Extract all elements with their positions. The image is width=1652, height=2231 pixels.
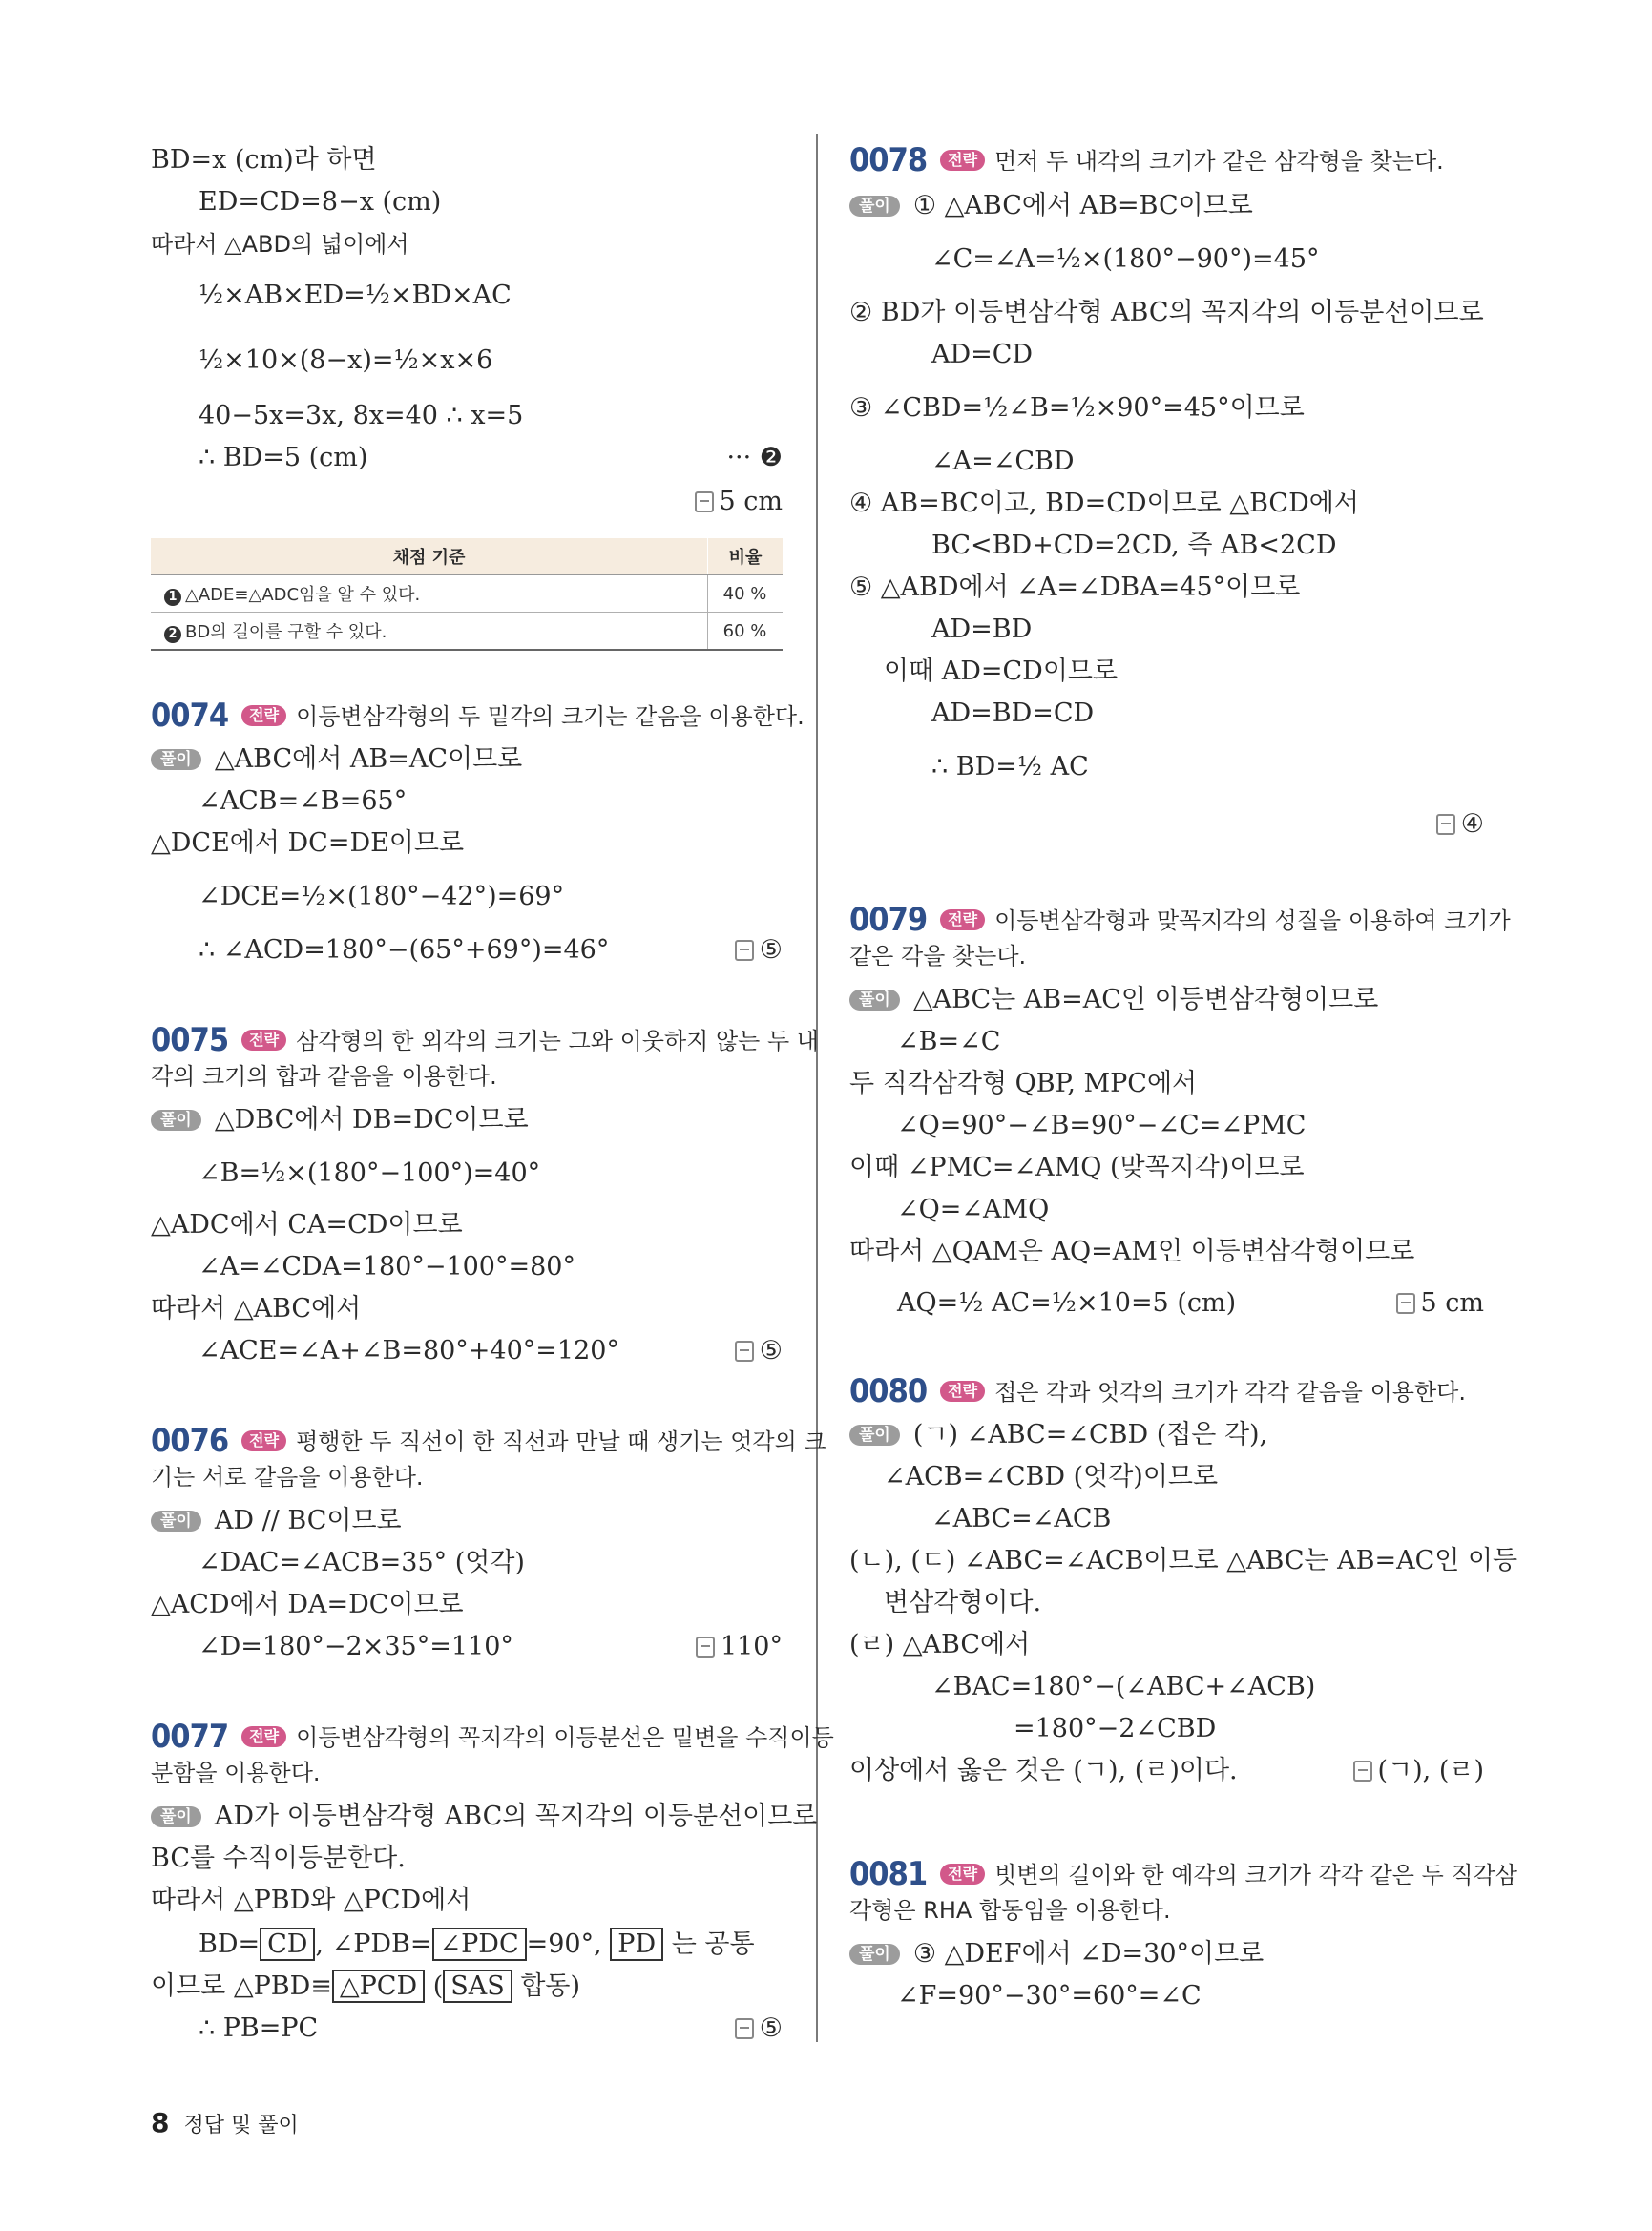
text-line: 40−5x=3x, 8x=40 ∴ x=5 <box>199 401 524 430</box>
answer-value: 110° <box>720 1632 783 1661</box>
answer-icon <box>1436 814 1455 835</box>
text-part: 합동) <box>512 1971 581 2001</box>
text-line: ∠A=∠CDA=180°−100°=80° <box>199 1252 575 1282</box>
text-part: =90°, <box>526 1929 611 1959</box>
solution-badge: 풀이 <box>151 1806 201 1827</box>
strategy-badge: 전략 <box>241 705 286 726</box>
blank-box: CD <box>260 1928 315 1961</box>
text-line: AD=CD <box>931 340 1034 369</box>
page-number: 8 <box>151 2107 170 2138</box>
answer <box>696 1628 783 1666</box>
problem-0080-header <box>849 1372 1466 1411</box>
answer <box>1353 1752 1484 1790</box>
text-line: ∴ BD=5 (cm) <box>199 443 368 472</box>
text-line: ∴ ∠ACD=180°−(65°+69°)=46° <box>199 935 610 965</box>
scoring-table <box>151 538 783 651</box>
answer-value: 5 cm <box>1420 1288 1484 1318</box>
strategy-badge: 전략 <box>241 1030 286 1051</box>
text-line: ∠Q=∠AMQ <box>897 1195 1050 1224</box>
text-part: 이므로 △PBD≡ <box>151 1971 332 2001</box>
text-line: AQ=½ AC=½×10=5 (cm) <box>897 1288 1237 1318</box>
strategy-badge: 전략 <box>241 1726 286 1747</box>
text-line: ∠ACE=∠A+∠B=80°+40°=120° <box>199 1336 619 1366</box>
strategy-text: 같은 각을 찾는다. <box>849 943 1027 970</box>
text-part: BD= <box>199 1929 261 1959</box>
text-line: ⑤ △ABD에서 ∠A=∠DBA=45°이므로 <box>849 573 1301 602</box>
solution-line <box>151 1502 402 1540</box>
strategy-text: 빗변의 길이와 한 예각의 크기가 각각 같은 두 직각삼 <box>994 1862 1517 1888</box>
text-part: ( <box>425 1971 444 2001</box>
text-line: AD=BD <box>931 615 1033 644</box>
problem-0076-header <box>151 1422 826 1461</box>
blank-box: SAS <box>443 1970 512 2003</box>
text-line: ∠ACB=∠B=65° <box>199 786 408 816</box>
text-line: 이때 AD=CD이므로 <box>884 657 1119 686</box>
table-header: 비율 <box>708 538 784 575</box>
strategy-badge: 전략 <box>940 1864 985 1885</box>
answer <box>735 2010 783 2048</box>
blank-box: △PCD <box>332 1970 425 2003</box>
strategy-text: 이등변삼각형과 맞꼭지각의 성질을 이용하여 크기가 <box>994 907 1511 934</box>
text-line: 따라서 △PBD와 △PCD에서 <box>151 1886 471 1915</box>
strategy-text: 이등변삼각형의 두 밑각의 크기는 같음을 이용한다. <box>296 703 805 730</box>
text-line: △ABC에서 AB=AC이므로 <box>214 744 523 774</box>
problem-0074-header <box>151 697 805 736</box>
table-cell: BD의 길이를 구할 수 있다. <box>185 622 387 642</box>
answer <box>695 483 784 521</box>
text-line: ∠BAC=180°−(∠ABC+∠ACB) <box>931 1672 1316 1701</box>
problem-number: 0077 <box>151 1718 229 1756</box>
text-part: 는 공통 <box>663 1929 755 1959</box>
text-line: ED=CD=8−x (cm) <box>199 187 442 217</box>
table-cell: 40 % <box>708 575 784 613</box>
text-line: ④ AB=BC이고, BD=CD이므로 △BCD에서 <box>849 489 1359 518</box>
problem-number: 0079 <box>849 901 928 939</box>
table-cell: 60 % <box>708 613 784 651</box>
answer-icon <box>735 1341 754 1362</box>
answer <box>735 1332 783 1370</box>
solution-line <box>151 1101 529 1139</box>
text-line: ∠Q=90°−∠B=90°−∠C=∠PMC <box>897 1111 1307 1140</box>
answer-value: ⑤ <box>759 2013 783 2043</box>
problem-number: 0076 <box>151 1422 229 1460</box>
answer-icon <box>695 491 714 512</box>
text-line: ∴ BD=½ AC <box>931 752 1089 782</box>
text-line: ∠DAC=∠ACB=35° (엇각) <box>199 1548 525 1577</box>
problem-number: 0080 <box>849 1372 928 1410</box>
text-line: AD // BC이므로 <box>214 1506 402 1535</box>
problem-number: 0078 <box>849 141 928 179</box>
solution-badge: 풀이 <box>849 1944 900 1965</box>
strategy-text: 평행한 두 직선이 한 직선과 만날 때 생기는 엇각의 크 <box>296 1428 826 1455</box>
answer-value: ⑤ <box>759 935 783 965</box>
text-line: 따라서 △QAM은 AQ=AM인 이등변삼각형이므로 <box>849 1237 1415 1266</box>
answer <box>1396 1284 1485 1323</box>
solution-line <box>151 740 522 779</box>
solution-badge: 풀이 <box>151 1110 201 1131</box>
strategy-text: 먼저 두 내각의 크기가 같은 삼각형을 찾는다. <box>994 148 1444 175</box>
text-line: ∠ABC=∠ACB <box>931 1504 1112 1533</box>
text-line: ③ △DEF에서 ∠D=30°이므로 <box>912 1939 1265 1969</box>
text-line: ∠DCE=½×(180°−42°)=69° <box>199 882 565 911</box>
step-mark: ··· ❷ <box>726 443 783 472</box>
strategy-text: 이등변삼각형의 꼭지각의 이등분선은 밑변을 수직이등 <box>296 1724 834 1751</box>
strategy-badge: 전략 <box>940 1381 985 1402</box>
text-line: AD가 이등변삼각형 ABC의 꼭지각의 이등분선이므로 <box>214 1802 818 1831</box>
page-footer <box>151 2107 299 2138</box>
problem-0081-header <box>849 1855 1517 1894</box>
text-line: ∠ACB=∠CBD (엇각)이므로 <box>884 1462 1219 1491</box>
text-part: , ∠PDB= <box>315 1929 432 1959</box>
answer-icon <box>1396 1293 1415 1314</box>
answer <box>1436 805 1484 844</box>
strategy-badge: 전략 <box>940 150 985 171</box>
problem-number: 0081 <box>849 1855 928 1893</box>
solution-badge: 풀이 <box>151 749 201 770</box>
strategy-text: 기는 서로 같음을 이용한다. <box>151 1464 424 1491</box>
text-line: 따라서 △ABD의 넓이에서 <box>151 231 409 258</box>
text-line: ∠D=180°−2×35°=110° <box>199 1632 513 1661</box>
text-line: ∠C=∠A=½×(180°−90°)=45° <box>931 244 1320 274</box>
solution-line <box>151 1798 817 1836</box>
strategy-badge: 전략 <box>241 1430 286 1451</box>
answer-value: ④ <box>1460 809 1484 839</box>
answer-icon <box>696 1637 715 1658</box>
solution-badge: 풀이 <box>849 1425 900 1446</box>
solution-badge: 풀이 <box>151 1511 201 1532</box>
strategy-text: 분함을 이용한다. <box>151 1760 321 1786</box>
answer-value: (ㄱ), (ㄹ) <box>1377 1756 1484 1785</box>
text-line: (ㄹ) △ABC에서 <box>849 1630 1031 1659</box>
text-line: ∠A=∠CBD <box>931 447 1075 476</box>
solution-badge: 풀이 <box>849 196 900 217</box>
answer <box>735 931 783 970</box>
problem-number: 0075 <box>151 1021 229 1059</box>
text-line: BC<BD+CD=2CD, 즉 AB<2CD <box>931 531 1337 560</box>
table-cell: △ADE≡△ADC임을 알 수 있다. <box>185 585 421 605</box>
text-line: AD=BD=CD <box>931 698 1095 728</box>
text-line: (ㄱ) ∠ABC=∠CBD (접은 각), <box>912 1420 1268 1449</box>
strategy-text: 각의 크기의 합과 같음을 이용한다. <box>151 1063 497 1090</box>
text-line: BC를 수직이등분한다. <box>151 1844 406 1873</box>
text-line: ½×AB×ED=½×BD×AC <box>199 281 512 310</box>
text-line: ∠F=90°−30°=60°=∠C <box>897 1981 1202 2011</box>
text-line: ① △ABC에서 AB=BC이므로 <box>912 191 1253 220</box>
blank-box: ∠PDC <box>432 1928 527 1961</box>
text-line: 두 직각삼각형 QBP, MPC에서 <box>849 1069 1198 1098</box>
answer-icon <box>1353 1761 1372 1782</box>
step-badge: 2 <box>164 626 181 643</box>
solution-line <box>849 981 1378 1019</box>
text-line: (ㄴ), (ㄷ) ∠ABC=∠ACB이므로 △ABC는 AB=AC인 이등 <box>849 1546 1518 1575</box>
text-line: 따라서 △ABC에서 <box>151 1294 362 1324</box>
text-line: 이상에서 옳은 것은 (ㄱ), (ㄹ)이다. <box>849 1756 1238 1785</box>
problem-0078-header <box>849 141 1444 180</box>
problem-number: 0074 <box>151 697 229 735</box>
text-line: ∠B=½×(180°−100°)=40° <box>199 1158 541 1188</box>
solution-line <box>849 187 1253 225</box>
text-line: ② BD가 이등변삼각형 ABC의 꼭지각의 이등분선이므로 <box>849 298 1484 327</box>
strategy-text: 각형은 RHA 합동임을 이용한다. <box>849 1897 1171 1924</box>
text-line: △ABC는 AB=AC인 이등변삼각형이므로 <box>912 985 1379 1014</box>
strategy-text: 접은 각과 엇각의 크기가 각각 같음을 이용한다. <box>994 1379 1466 1406</box>
answer-icon <box>735 940 754 961</box>
text-line <box>151 1968 580 2006</box>
problem-0079-header <box>849 901 1511 940</box>
text-line: ③ ∠CBD=½∠B=½×90°=45°이므로 <box>849 393 1305 423</box>
text-line: =180°−2∠CBD <box>1014 1714 1217 1743</box>
text-line: △DCE에서 DC=DE이므로 <box>151 828 465 858</box>
table-row <box>151 613 783 651</box>
step-badge: 1 <box>164 589 181 606</box>
strategy-text: 삼각형의 한 외각의 크기는 그와 이웃하지 않는 두 내 <box>296 1028 819 1054</box>
strategy-badge: 전략 <box>940 909 985 930</box>
table-header: 채점 기준 <box>151 538 708 575</box>
text-line: △DBC에서 DB=DC이므로 <box>214 1105 529 1135</box>
solution-badge: 풀이 <box>849 990 900 1011</box>
footer-title: 정답 및 풀이 <box>183 2114 299 2137</box>
answer-icon <box>735 2018 754 2039</box>
solution-line <box>849 1416 1267 1454</box>
problem-0077-header <box>151 1718 834 1757</box>
blank-box: PD <box>610 1928 663 1961</box>
text-line: ½×10×(8−x)=½×x×6 <box>199 345 493 375</box>
answer-value: 5 cm <box>719 487 783 516</box>
text-line: ∴ PB=PC <box>199 2013 319 2043</box>
text-line: 변삼각형이다. <box>884 1588 1042 1617</box>
text-line <box>199 1926 755 1964</box>
text-line: △ADC에서 CA=CD이므로 <box>151 1210 463 1240</box>
answer-value: ⑤ <box>759 1336 783 1366</box>
text-line: BD=x (cm)라 하면 <box>151 145 377 175</box>
text-line: ∠B=∠C <box>897 1027 1001 1056</box>
problem-0075-header <box>151 1021 819 1060</box>
text-line: 이때 ∠PMC=∠AMQ (맞꼭지각)이므로 <box>849 1153 1305 1182</box>
solution-line <box>849 1935 1264 1973</box>
table-row <box>151 575 783 613</box>
text-line: △ACD에서 DA=DC이므로 <box>151 1590 464 1619</box>
